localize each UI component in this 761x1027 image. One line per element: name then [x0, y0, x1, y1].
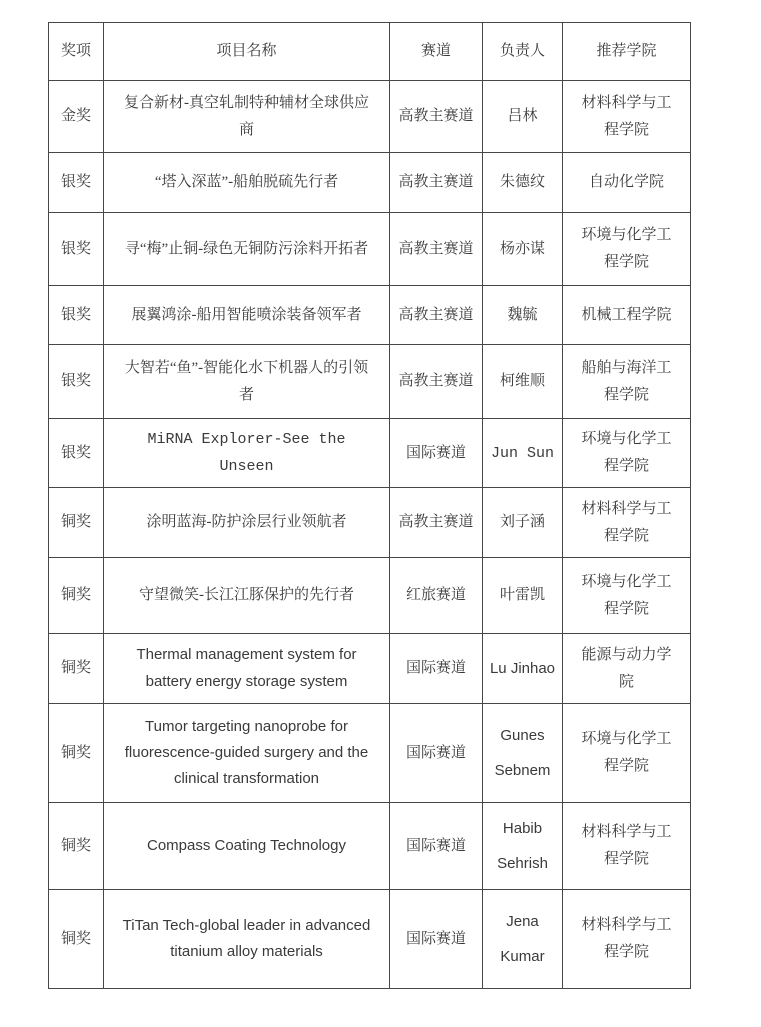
cell-award: 铜奖: [49, 704, 104, 803]
cell-project: 涂明蓝海-防护涂层行业领航者: [104, 488, 390, 558]
cell-project: Tumor targeting nanoprobe for fluorescence-guided surgery and the clinical transformation: [104, 704, 390, 803]
cell-project: TiTan Tech-global leader in advanced titanium alloy materials: [104, 890, 390, 989]
cell-track: 高教主赛道: [390, 345, 483, 419]
cell-leader: 魏毓: [483, 286, 563, 345]
cell-leader: 杨亦谋: [483, 213, 563, 286]
cell-award: 银奖: [49, 153, 104, 213]
col-header-track: 赛道: [390, 23, 483, 81]
awards-table: [48, 22, 691, 989]
table-row: [49, 803, 691, 890]
cell-college: 自动化学院: [563, 153, 691, 213]
table-row: [49, 153, 691, 213]
table-row: [49, 488, 691, 558]
cell-award: 银奖: [49, 345, 104, 419]
table-row: [49, 890, 691, 989]
cell-track: 国际赛道: [390, 704, 483, 803]
table-row: [49, 286, 691, 345]
col-header-college: 推荐学院: [563, 23, 691, 81]
cell-award: 铜奖: [49, 558, 104, 634]
cell-award: 银奖: [49, 419, 104, 488]
cell-leader: 柯维顺: [483, 345, 563, 419]
cell-college: 环境与化学工程学院: [563, 419, 691, 488]
col-header-award: 奖项: [49, 23, 104, 81]
cell-leader: Habib Sehrish: [483, 803, 563, 890]
cell-college: 材料科学与工程学院: [563, 488, 691, 558]
cell-track: 高教主赛道: [390, 213, 483, 286]
cell-project: 寻“梅”止铜-绿色无铜防污涂料开拓者: [104, 213, 390, 286]
table-row: [49, 419, 691, 488]
cell-project: 守望微笑-长江江豚保护的先行者: [104, 558, 390, 634]
cell-college: 能源与动力学院: [563, 634, 691, 704]
cell-project: “塔入深蓝”-船舶脱硫先行者: [104, 153, 390, 213]
cell-project: Thermal management system for battery energy storage system: [104, 634, 390, 704]
cell-leader: 叶雷凯: [483, 558, 563, 634]
table-row: [49, 558, 691, 634]
cell-award: 铜奖: [49, 634, 104, 704]
col-header-project: 项目名称: [104, 23, 390, 81]
cell-track: 高教主赛道: [390, 81, 483, 153]
cell-college: 机械工程学院: [563, 286, 691, 345]
table-row: [49, 704, 691, 803]
cell-track: 红旅赛道: [390, 558, 483, 634]
cell-leader: Jena Kumar: [483, 890, 563, 989]
cell-college: 材料科学与工程学院: [563, 803, 691, 890]
cell-college: 材料科学与工程学院: [563, 890, 691, 989]
cell-award: 铜奖: [49, 488, 104, 558]
cell-project: Compass Coating Technology: [104, 803, 390, 890]
cell-leader: 朱德纹: [483, 153, 563, 213]
cell-award: 铜奖: [49, 890, 104, 989]
cell-college: 船舶与海洋工程学院: [563, 345, 691, 419]
cell-award: 金奖: [49, 81, 104, 153]
table-row: [49, 213, 691, 286]
cell-track: 高教主赛道: [390, 153, 483, 213]
cell-leader: Gunes Sebnem: [483, 704, 563, 803]
table-row: [49, 345, 691, 419]
cell-leader: Jun Sun: [483, 419, 563, 488]
cell-track: 高教主赛道: [390, 286, 483, 345]
table-row: [49, 634, 691, 704]
cell-track: 国际赛道: [390, 419, 483, 488]
cell-track: 国际赛道: [390, 890, 483, 989]
cell-college: 环境与化学工程学院: [563, 558, 691, 634]
cell-track: 国际赛道: [390, 803, 483, 890]
cell-award: 铜奖: [49, 803, 104, 890]
header-row: [49, 23, 691, 81]
cell-college: 材料科学与工程学院: [563, 81, 691, 153]
table-row: [49, 81, 691, 153]
cell-award: 银奖: [49, 286, 104, 345]
cell-project: 展翼鸿涂-船用智能喷涂装备领军者: [104, 286, 390, 345]
cell-college: 环境与化学工程学院: [563, 213, 691, 286]
cell-track: 国际赛道: [390, 634, 483, 704]
cell-track: 高教主赛道: [390, 488, 483, 558]
cell-leader: 刘子涵: [483, 488, 563, 558]
col-header-leader: 负责人: [483, 23, 563, 81]
cell-project: MiRNA Explorer-See the Unseen: [104, 419, 390, 488]
cell-project: 复合新材-真空轧制特种辅材全球供应商: [104, 81, 390, 153]
cell-project: 大智若“鱼”-智能化水下机器人的引领者: [104, 345, 390, 419]
cell-leader: 吕林: [483, 81, 563, 153]
cell-college: 环境与化学工程学院: [563, 704, 691, 803]
cell-leader: Lu Jinhao: [483, 634, 563, 704]
cell-award: 银奖: [49, 213, 104, 286]
